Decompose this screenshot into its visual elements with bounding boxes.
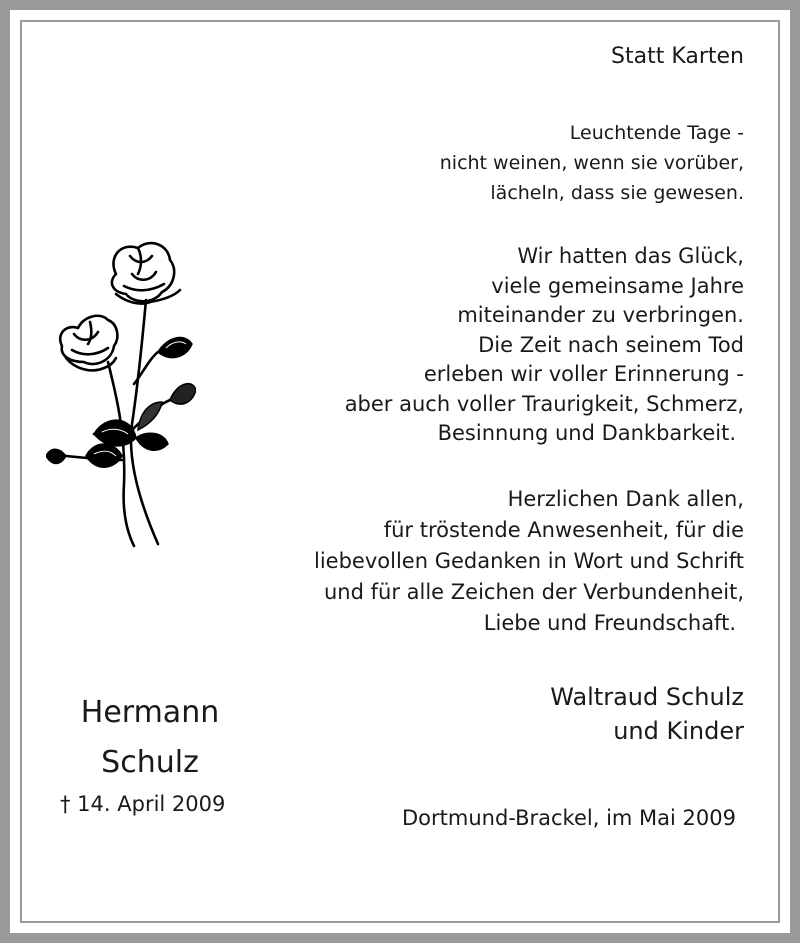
death-date: † 14. April 2009 [60, 792, 226, 816]
paragraph-line: für tröstende Anwesenheit, für die [383, 518, 744, 542]
paragraph-line: viele gemeinsame Jahre [491, 273, 744, 298]
memory-paragraph [345, 242, 744, 449]
signer-line: Waltraud Schulz [550, 683, 744, 711]
paragraph-line: Liebe und Freundschaft. [483, 611, 736, 635]
signer-line: und Kinder [613, 717, 744, 745]
quote-line: lächeln, dass sie gewesen. [490, 182, 744, 204]
paragraph-line: liebevollen Gedanken in Wort und Schrift [314, 549, 744, 573]
rose-icon [46, 234, 196, 552]
deceased-first-name: Hermann [80, 695, 220, 730]
deceased-name [52, 688, 248, 788]
notice-header: Statt Karten [611, 44, 744, 69]
paragraph-line: Herzlichen Dank allen, [507, 487, 744, 511]
quote-line: nicht weinen, wenn sie vorüber, [439, 152, 744, 174]
paragraph-line: erleben wir voller Erinnerung - [423, 362, 744, 386]
quote-line: Leuchtende Tage - [569, 122, 744, 144]
paragraph-line: miteinander zu verbringen. [457, 303, 744, 327]
paragraph-line: Die Zeit nach seinem Tod [478, 332, 744, 357]
paragraph-line: Besinnung und Dankbarkeit. [437, 421, 736, 445]
place-date: Dortmund-Brackel, im Mai 2009 [401, 806, 736, 830]
thanks-paragraph [314, 484, 744, 639]
signers-block [550, 680, 744, 748]
paragraph-line: Wir hatten das Glück, [517, 244, 744, 268]
paragraph-line: aber auch voller Traurigkeit, Schmerz, [344, 391, 744, 416]
paragraph-line: und für alle Zeichen der Verbundenheit, [324, 580, 744, 604]
quote-block [440, 118, 744, 208]
deceased-last-name: Schulz [101, 745, 199, 780]
